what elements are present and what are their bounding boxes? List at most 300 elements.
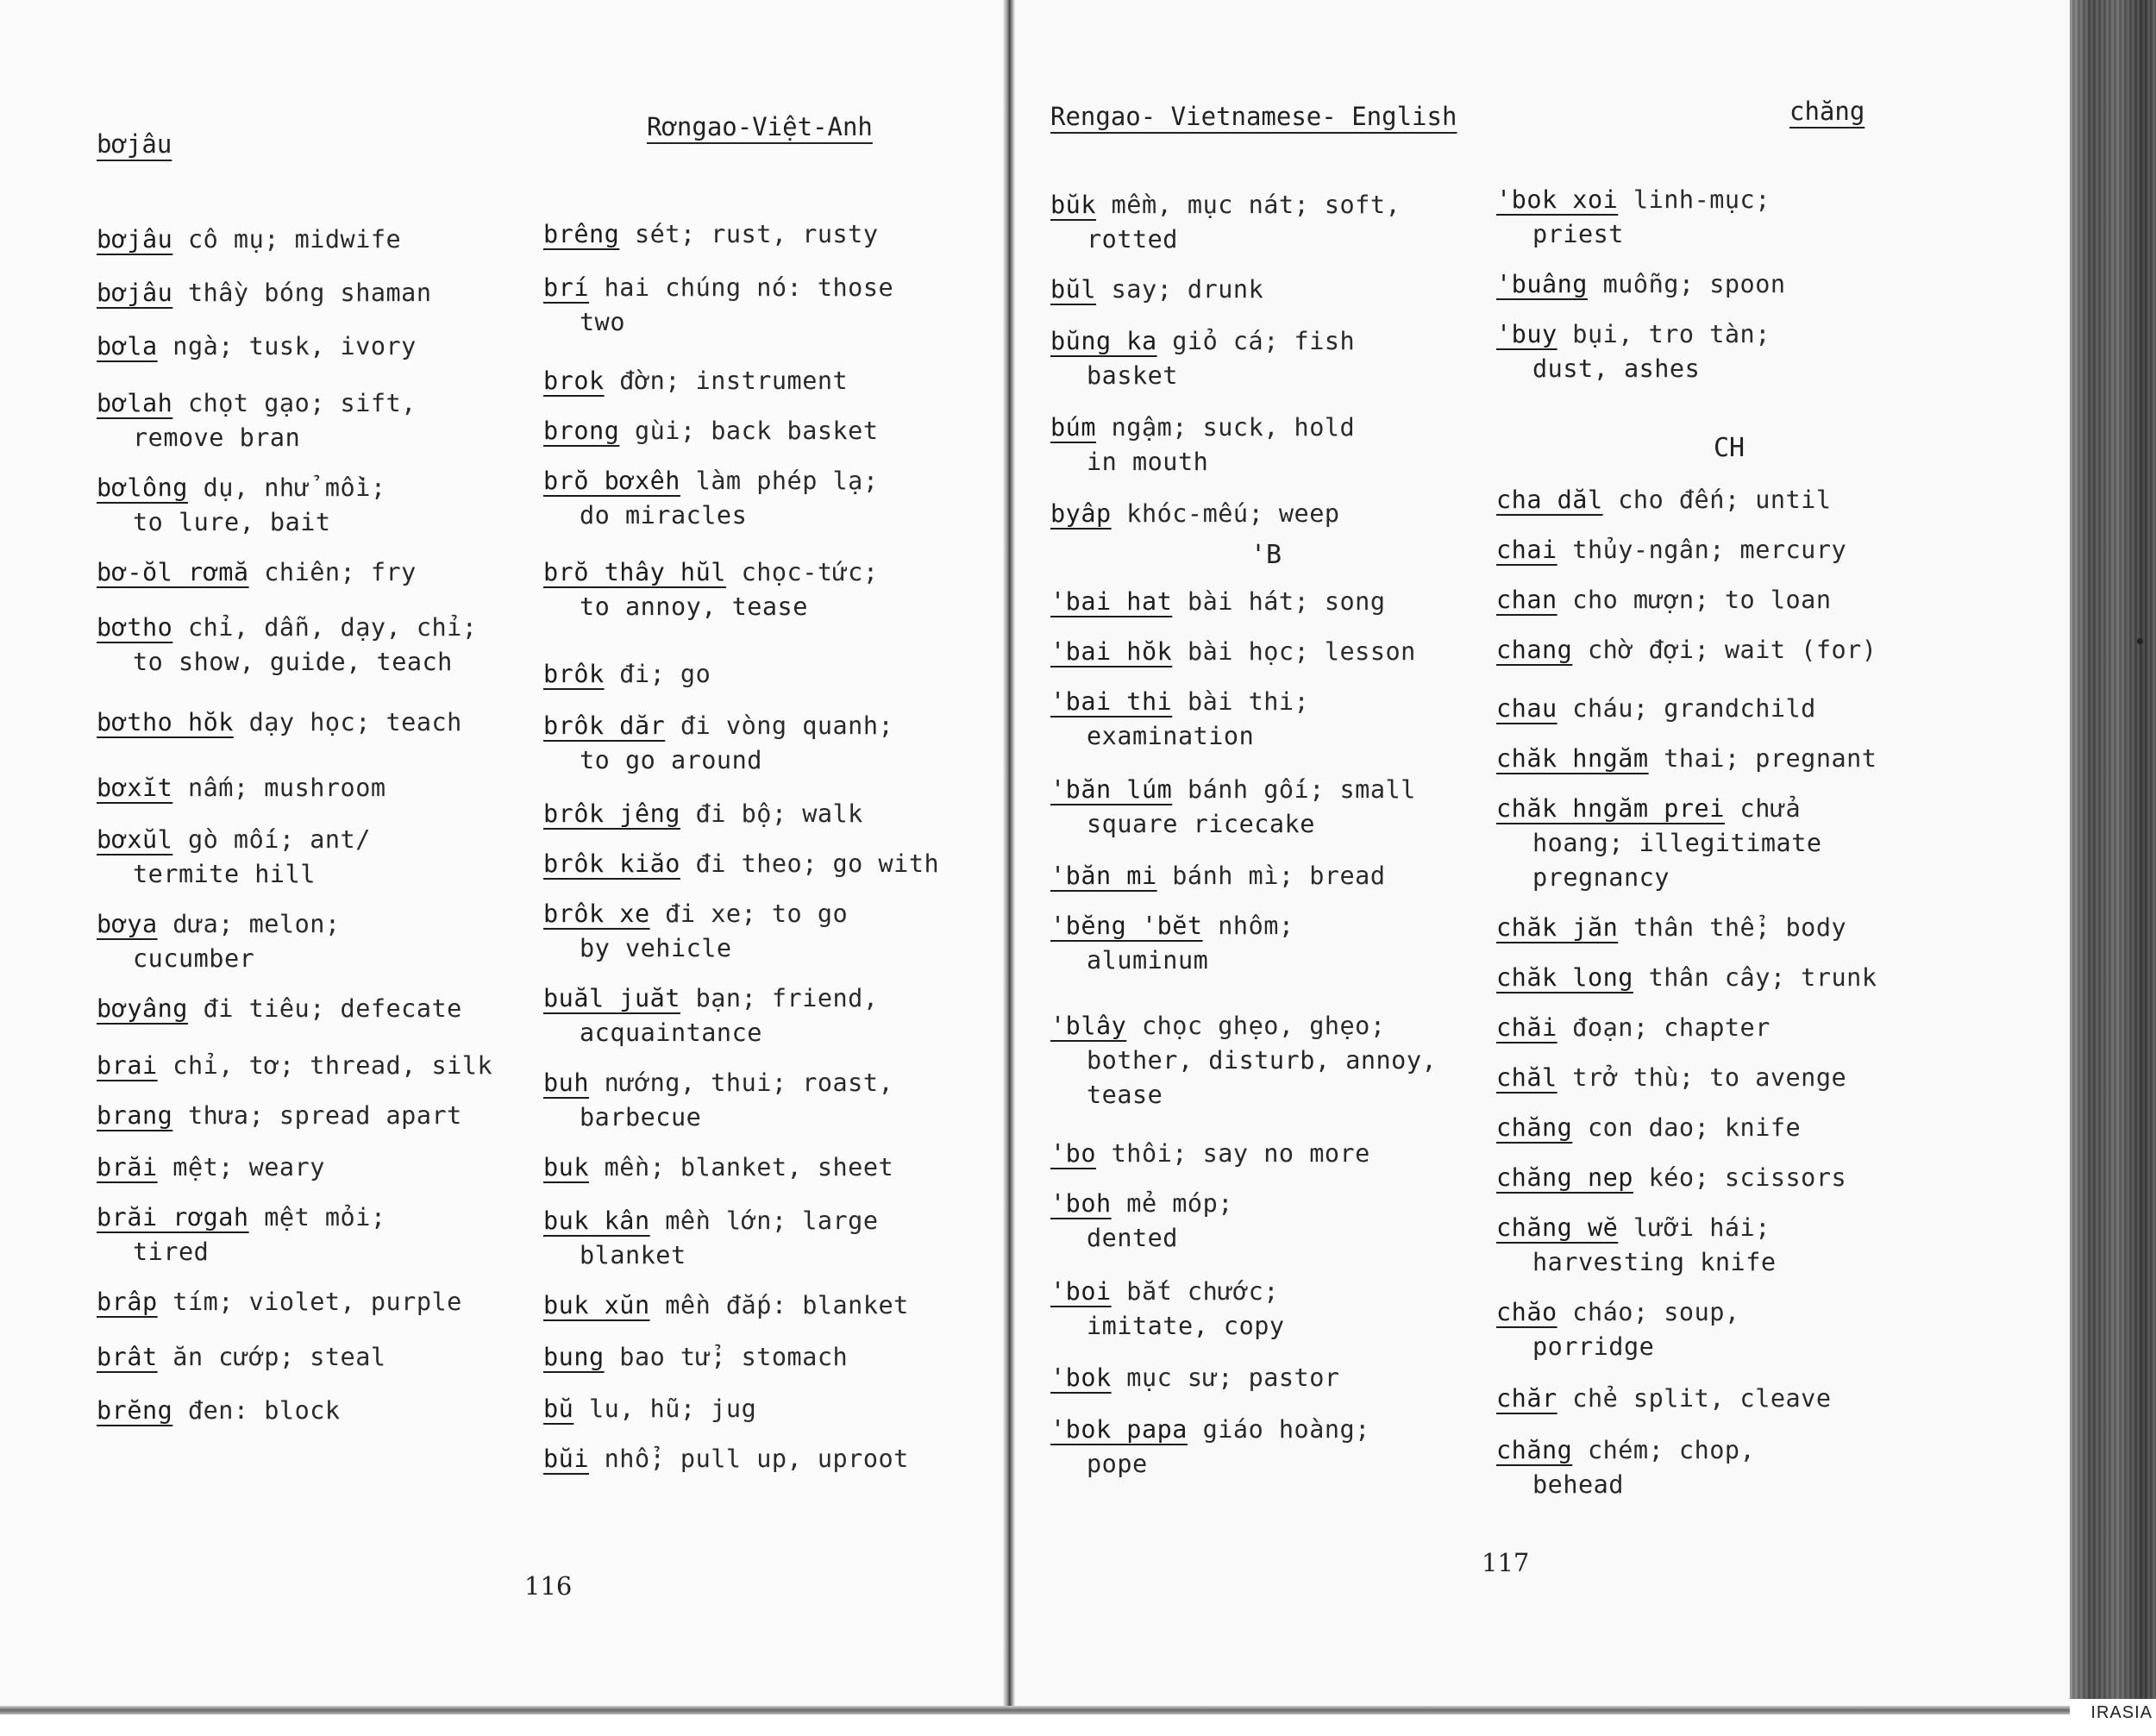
entry-line <box>543 797 992 831</box>
left-column-1 <box>97 222 528 1445</box>
entry-gloss: sét; rust, rusty <box>619 220 879 248</box>
entry-headword: brăi <box>97 1153 158 1181</box>
entry-continuation: dust, ashes <box>1532 354 1701 383</box>
entry-continuation: to lure, bait <box>133 508 331 536</box>
entry-gloss: ngậm; suck, hold <box>1095 413 1356 442</box>
entry-line <box>1050 1009 1482 1043</box>
dictionary-entry <box>97 276 528 310</box>
entry-line <box>1050 1361 1482 1395</box>
entry-headword: 'bai thi <box>1050 687 1173 716</box>
entry-line <box>543 981 992 1016</box>
entry-gloss: bao tử; stomach <box>604 1343 849 1371</box>
entry-headword: brŏ bơxêh <box>543 467 680 495</box>
entry-continuation: tired <box>133 1238 210 1266</box>
entry-headword: bơlah <box>97 389 173 417</box>
entry-headword: búm <box>1050 413 1096 442</box>
entry-line <box>1496 742 1962 776</box>
dictionary-entry <box>543 797 992 831</box>
dictionary-entry <box>543 847 992 881</box>
left-column-2 <box>543 217 992 1494</box>
entry-line <box>1050 1275 1482 1309</box>
bottom-scan-edge <box>0 1706 2070 1714</box>
dictionary-entry <box>1050 685 1482 754</box>
entry-gloss: bắt chước; <box>1111 1277 1279 1306</box>
entry-gloss: mềm, mục nát; soft, <box>1095 191 1401 219</box>
entry-headword: 'bok <box>1050 1363 1112 1392</box>
entry-line <box>543 1288 992 1323</box>
dictionary-entry <box>1050 909 1482 978</box>
entry-continuation: examination <box>1087 722 1255 750</box>
dictionary-entry <box>97 1150 528 1185</box>
dictionary-entry <box>1496 1111 1962 1145</box>
dictionary-entry <box>1050 1361 1482 1395</box>
entry-headword: 'bok papa <box>1050 1415 1188 1444</box>
entry-headword: buk xŭn <box>543 1291 650 1319</box>
entry-line <box>543 897 992 931</box>
dictionary-entry <box>1050 773 1482 842</box>
left-running-title: Rơngao-Việt-Anh <box>647 112 873 141</box>
entry-gloss: thai; pregnant <box>1648 744 1877 773</box>
entry-line <box>543 1392 992 1426</box>
entry-headword: 'bo <box>1050 1139 1096 1168</box>
dictionary-entry <box>543 1392 992 1426</box>
entry-line <box>543 1066 992 1100</box>
entry-headword: bơlông <box>97 473 188 502</box>
dictionary-entry <box>1496 1295 1962 1364</box>
entry-continuation: imitate, copy <box>1087 1312 1285 1340</box>
entry-gloss: bánh gối; small <box>1172 775 1416 804</box>
entry-continuation: two <box>580 308 625 336</box>
entry-headword: bơ-ŏl rơmă <box>97 558 249 586</box>
entry-headword: brôk kiăo <box>543 849 680 878</box>
dictionary-entry <box>1050 1137 1482 1171</box>
entry-continuation: acquaintance <box>580 1018 762 1047</box>
entry-gloss: chẻ split, cleave <box>1557 1384 1832 1413</box>
entry-line <box>1050 188 1482 222</box>
dictionary-entry <box>97 907 528 976</box>
entry-line <box>97 1285 528 1319</box>
dictionary-entry <box>97 1099 528 1133</box>
entry-continuation: pregnancy <box>1532 863 1670 892</box>
entry-gloss: mẻ móp; <box>1111 1189 1233 1218</box>
entry-headword: 'buy <box>1496 320 1557 348</box>
entry-headword: brôk xe <box>543 899 650 928</box>
dictionary-entry <box>1496 1382 1962 1416</box>
entry-gloss: cho đến; until <box>1602 486 1832 514</box>
entry-continuation: harvesting knife <box>1532 1248 1777 1276</box>
entry-line <box>1496 1295 1962 1330</box>
entry-line <box>97 823 528 857</box>
entry-gloss: dụ, nhử mồi; <box>187 473 386 502</box>
entry-gloss: chọc ghẹo, ghẹo; <box>1126 1012 1386 1040</box>
entry-line <box>97 386 528 421</box>
entry-headword: brôk jêng <box>543 799 680 828</box>
entry-headword: chăng <box>1496 1113 1573 1142</box>
entry-continuation: in mouth <box>1087 448 1209 476</box>
entry-continuation: bother, disturb, annoy, <box>1087 1046 1438 1075</box>
dictionary-entry <box>1050 188 1482 257</box>
entry-line <box>97 555 528 590</box>
dictionary-entry <box>1050 635 1482 669</box>
entry-line <box>97 1099 528 1133</box>
section-heading: CH <box>1713 433 1745 463</box>
entry-line <box>1496 267 1962 302</box>
entry-line <box>1496 1433 1962 1468</box>
entry-line <box>543 414 992 448</box>
dictionary-entry <box>1050 585 1482 619</box>
entry-line <box>543 464 992 498</box>
entry-headword: chăk hngăm <box>1496 744 1649 773</box>
entry-gloss: đi tiêu; defecate <box>187 994 462 1023</box>
entry-line <box>97 471 528 505</box>
entry-headword: brĕng <box>97 1396 173 1425</box>
entry-continuation: priest <box>1532 220 1624 248</box>
entry-headword: buh <box>543 1069 589 1097</box>
entry-headword: cha dăl <box>1496 486 1603 514</box>
entry-line <box>1496 1061 1962 1095</box>
entry-gloss: dưa; melon; <box>157 910 341 938</box>
entry-line <box>1050 497 1482 531</box>
right-corner-word: chăng <box>1789 97 1865 126</box>
entry-gloss: thầy bóng shaman <box>172 279 432 307</box>
entry-headword: bơyâng <box>97 994 188 1023</box>
entry-line <box>1496 317 1962 352</box>
dictionary-entry <box>1050 324 1482 393</box>
dictionary-entry <box>1050 1009 1482 1112</box>
entry-gloss: ăn cướp; steal <box>157 1343 386 1371</box>
dictionary-entry <box>543 1288 992 1323</box>
dictionary-entry <box>97 555 528 590</box>
entry-gloss: cho mượn; to loan <box>1557 586 1832 614</box>
book-spine <box>1003 0 1015 1716</box>
entry-gloss: thưa; spread apart <box>172 1101 462 1130</box>
entry-headword: bŭl <box>1050 275 1096 304</box>
entry-headword: 'blây <box>1050 1012 1127 1040</box>
entry-headword: 'buâng <box>1496 270 1588 298</box>
entry-line <box>1496 692 1962 726</box>
dictionary-entry <box>97 611 528 680</box>
dictionary-entry <box>1496 1011 1962 1045</box>
entry-headword: bŭng ka <box>1050 327 1157 355</box>
dictionary-entry <box>543 897 992 966</box>
dictionary-entry <box>543 271 992 340</box>
entry-line <box>97 771 528 805</box>
dictionary-entry <box>97 771 528 805</box>
entry-line <box>97 329 528 364</box>
dictionary-entry <box>543 1066 992 1135</box>
entry-line <box>97 276 528 310</box>
entry-line <box>1050 1413 1482 1447</box>
entry-gloss: thủy-ngân; mercury <box>1557 536 1847 564</box>
entry-gloss: nấm; mushroom <box>172 774 386 802</box>
entry-gloss: đoạn; chapter <box>1557 1013 1771 1042</box>
entry-headword: bơxŭl <box>97 825 173 854</box>
entry-headword: bŭk <box>1050 191 1096 219</box>
entry-continuation: by vehicle <box>580 934 732 962</box>
entry-line <box>1050 410 1482 445</box>
dictionary-entry <box>543 217 992 252</box>
entry-headword: 'bok xoi <box>1496 185 1619 214</box>
entry-headword: bơtho hŏk <box>97 708 234 736</box>
entry-continuation: aluminum <box>1087 946 1209 975</box>
entry-line <box>1496 792 1962 826</box>
entry-gloss: cháo; soup, <box>1557 1298 1740 1326</box>
entry-headword: brí <box>543 273 589 302</box>
entry-gloss: khóc-mếu; weep <box>1111 499 1340 528</box>
entry-headword: brŏ thây hŭl <box>543 558 726 586</box>
entry-line <box>1050 585 1482 619</box>
entry-gloss: chỉ, dẫn, dạy, chỉ; <box>172 613 478 642</box>
left-page-number: 116 <box>524 1571 573 1601</box>
entry-headword: brăi rơgah <box>97 1203 249 1231</box>
entry-line <box>1496 1111 1962 1145</box>
entry-gloss: nhôm; <box>1202 912 1294 940</box>
entry-headword: bơya <box>97 910 158 938</box>
watermark: IRASIA <box>2090 1703 2153 1722</box>
entry-gloss: đi xe; to go <box>649 899 849 928</box>
dictionary-entry <box>97 222 528 257</box>
entry-headword: 'băn mi <box>1050 862 1157 890</box>
entry-headword: brâp <box>97 1288 158 1316</box>
entry-line <box>543 1150 992 1185</box>
entry-line <box>1496 583 1962 617</box>
dictionary-entry <box>1496 633 1962 667</box>
dictionary-entry <box>97 1049 528 1083</box>
entry-gloss: bài thi; <box>1172 687 1310 716</box>
entry-continuation: to go around <box>580 746 762 774</box>
bottom-margin <box>0 1714 2156 1736</box>
entry-headword: bơjâu <box>97 279 173 307</box>
entry-gloss: mền lớn; large <box>649 1206 879 1235</box>
dictionary-entry <box>97 1200 528 1269</box>
entry-gloss: mệt; weary <box>157 1153 325 1181</box>
entry-line <box>1050 324 1482 359</box>
left-corner-word: bơjâu <box>97 129 172 159</box>
entry-headword: brong <box>543 417 620 445</box>
dictionary-entry <box>1050 410 1482 479</box>
dictionary-entry <box>1496 483 1962 517</box>
entry-gloss: thân thể; body <box>1618 913 1847 942</box>
entry-headword: buk kân <box>543 1206 650 1235</box>
entry-gloss: bài hát; song <box>1172 587 1386 616</box>
entry-continuation: termite hill <box>133 860 316 888</box>
entry-line <box>1050 1137 1482 1171</box>
right-column-1 <box>1050 188 1482 1499</box>
entry-gloss: linh-mục; <box>1618 185 1771 214</box>
entry-headword: byâp <box>1050 499 1112 528</box>
section-heading: 'B <box>1250 540 1282 570</box>
entry-headword: bơla <box>97 332 158 360</box>
entry-gloss: con dao; knife <box>1572 1113 1802 1142</box>
entry-line <box>97 611 528 645</box>
entry-headword: brêng <box>543 220 620 248</box>
entry-gloss: mệt mỏi; <box>248 1203 386 1231</box>
dictionary-entry <box>543 1442 992 1476</box>
entry-headword: brôk <box>543 660 605 688</box>
entry-gloss: tím; violet, purple <box>157 1288 462 1316</box>
dictionary-entry <box>1050 1413 1482 1482</box>
entry-headword: chăk jăn <box>1496 913 1619 942</box>
entry-gloss: lu, hũ; jug <box>573 1394 757 1423</box>
entry-headword: chan <box>1496 586 1557 614</box>
entry-gloss: muỗng; spoon <box>1587 270 1786 298</box>
entry-headword: buk <box>543 1153 589 1181</box>
entry-headword: chau <box>1496 694 1557 723</box>
entry-headword: chang <box>1496 636 1573 664</box>
entry-continuation: behead <box>1532 1470 1624 1499</box>
entry-headword: brât <box>97 1343 158 1371</box>
entry-line <box>543 364 992 398</box>
entry-line <box>1496 1382 1962 1416</box>
entry-headword: bŭ <box>543 1394 574 1423</box>
entry-gloss: chửa <box>1724 794 1802 823</box>
entry-continuation: pope <box>1087 1450 1148 1478</box>
entry-gloss: đi bộ; walk <box>680 799 863 828</box>
entry-continuation: square ricecake <box>1087 810 1315 838</box>
entry-gloss: chọc-tức; <box>725 558 879 586</box>
entry-gloss: say; drunk <box>1095 275 1264 304</box>
dictionary-entry <box>1496 1061 1962 1095</box>
entry-headword: chăr <box>1496 1384 1557 1413</box>
dictionary-entry <box>543 709 992 778</box>
entry-line <box>97 1200 528 1235</box>
scan-speck <box>2137 638 2143 644</box>
dictionary-entry <box>543 1204 992 1273</box>
entry-gloss: đi; go <box>604 660 711 688</box>
entry-headword: chăo <box>1496 1298 1557 1326</box>
entry-continuation: do miracles <box>580 501 748 530</box>
entry-gloss: bạn; friend, <box>680 984 879 1012</box>
entry-line <box>97 1049 528 1083</box>
entry-line <box>1496 183 1962 217</box>
entry-headword: chai <box>1496 536 1557 564</box>
dictionary-entry <box>97 329 528 364</box>
entry-line <box>1496 1011 1962 1045</box>
dictionary-entry <box>543 555 992 624</box>
entry-headword: 'bai hŏk <box>1050 637 1173 666</box>
entry-line <box>97 705 528 740</box>
entry-line <box>543 217 992 252</box>
entry-continuation: porridge <box>1532 1332 1655 1361</box>
dictionary-entry <box>1496 1211 1962 1280</box>
entry-gloss: trở thù; to avenge <box>1557 1063 1847 1092</box>
entry-gloss: chém; chop, <box>1572 1436 1756 1464</box>
dictionary-entry <box>1050 497 1482 531</box>
entry-gloss: chỉ, tơ; thread, silk <box>157 1051 493 1080</box>
entry-headword: bơtho <box>97 613 173 642</box>
dictionary-entry <box>97 823 528 892</box>
entry-continuation: barbecue <box>580 1103 702 1131</box>
entry-line <box>543 555 992 590</box>
dictionary-entry <box>1496 742 1962 776</box>
entry-gloss: gò mối; ant/ <box>172 825 371 854</box>
entry-line <box>1050 1187 1482 1221</box>
entry-gloss: hai chúng nó: those <box>588 273 894 302</box>
entry-gloss: cháu; grandchild <box>1557 694 1816 723</box>
entry-gloss: bài học; lesson <box>1172 637 1416 666</box>
dictionary-entry <box>1496 183 1962 252</box>
entry-line <box>1496 1161 1962 1195</box>
dictionary-entry <box>1496 792 1962 895</box>
entry-continuation: dented <box>1087 1224 1178 1252</box>
dictionary-entry <box>543 981 992 1050</box>
entry-continuation: remove bran <box>133 423 301 452</box>
entry-gloss: gùi; back basket <box>619 417 879 445</box>
entry-line <box>1496 483 1962 517</box>
entry-gloss: ngà; tusk, ivory <box>157 332 417 360</box>
page-edge-shadow <box>2070 0 2156 1699</box>
entry-continuation: rotted <box>1087 225 1178 254</box>
entry-line <box>97 1394 528 1428</box>
entry-headword: bơxĭt <box>97 774 173 802</box>
entry-gloss: nhổ; pull up, uproot <box>588 1445 909 1473</box>
entry-gloss: đi theo; go with <box>680 849 940 878</box>
dictionary-entry <box>97 471 528 540</box>
entry-continuation: tease <box>1087 1081 1163 1109</box>
entry-line <box>1496 533 1962 567</box>
dictionary-entry <box>97 1394 528 1428</box>
dictionary-entry <box>1496 911 1962 945</box>
dictionary-entry <box>1050 273 1482 307</box>
entry-continuation: cucumber <box>133 944 255 973</box>
dictionary-entry <box>543 1150 992 1185</box>
dictionary-entry <box>1050 1275 1482 1344</box>
dictionary-entry <box>97 1340 528 1375</box>
entry-headword: bơjâu <box>97 225 173 254</box>
entry-headword: chăk hngăm prei <box>1496 794 1725 823</box>
entry-headword: bŭi <box>543 1445 589 1473</box>
entry-line <box>1496 1211 1962 1245</box>
right-running-title: Rengao- Vietnamese- English <box>1050 102 1457 131</box>
entry-headword: 'boi <box>1050 1277 1112 1306</box>
entry-headword: buăl juăt <box>543 984 680 1012</box>
right-page-number: 117 <box>1482 1548 1530 1577</box>
entry-line <box>97 222 528 257</box>
entry-gloss: bánh mì; bread <box>1156 862 1386 890</box>
entry-gloss: chọt gạo; sift, <box>172 389 417 417</box>
dictionary-entry <box>543 1340 992 1375</box>
entry-headword: brôk dăr <box>543 711 666 740</box>
entry-line <box>543 657 992 692</box>
dictionary-entry <box>543 364 992 398</box>
entry-gloss: mền; blanket, sheet <box>588 1153 894 1181</box>
entry-gloss: kéo; scissors <box>1633 1163 1847 1192</box>
entry-headword: brok <box>543 367 605 395</box>
entry-line <box>97 907 528 942</box>
entry-line <box>1050 273 1482 307</box>
entry-headword: brai <box>97 1051 158 1080</box>
entry-line <box>543 1204 992 1238</box>
entry-headword: bung <box>543 1343 605 1371</box>
entry-line <box>97 1150 528 1185</box>
entry-continuation: blanket <box>580 1241 686 1269</box>
dictionary-entry <box>1496 1161 1962 1195</box>
entry-gloss: đờn; instrument <box>604 367 849 395</box>
entry-line <box>543 1340 992 1375</box>
entry-gloss: thôi; say no more <box>1095 1139 1370 1168</box>
entry-headword: chăl <box>1496 1063 1557 1092</box>
entry-headword: chăk long <box>1496 963 1633 992</box>
entry-line <box>1050 685 1482 719</box>
entry-headword: 'băn lúm <box>1050 775 1173 804</box>
entry-gloss: nướng, thui; roast, <box>588 1069 894 1097</box>
entry-headword: chăng nep <box>1496 1163 1633 1192</box>
entry-line <box>1496 961 1962 995</box>
entry-gloss: chiên; fry <box>248 558 417 586</box>
dictionary-entry <box>97 386 528 455</box>
entry-continuation: hoang; illegitimate <box>1532 829 1822 857</box>
entry-gloss: thân cây; trunk <box>1633 963 1877 992</box>
